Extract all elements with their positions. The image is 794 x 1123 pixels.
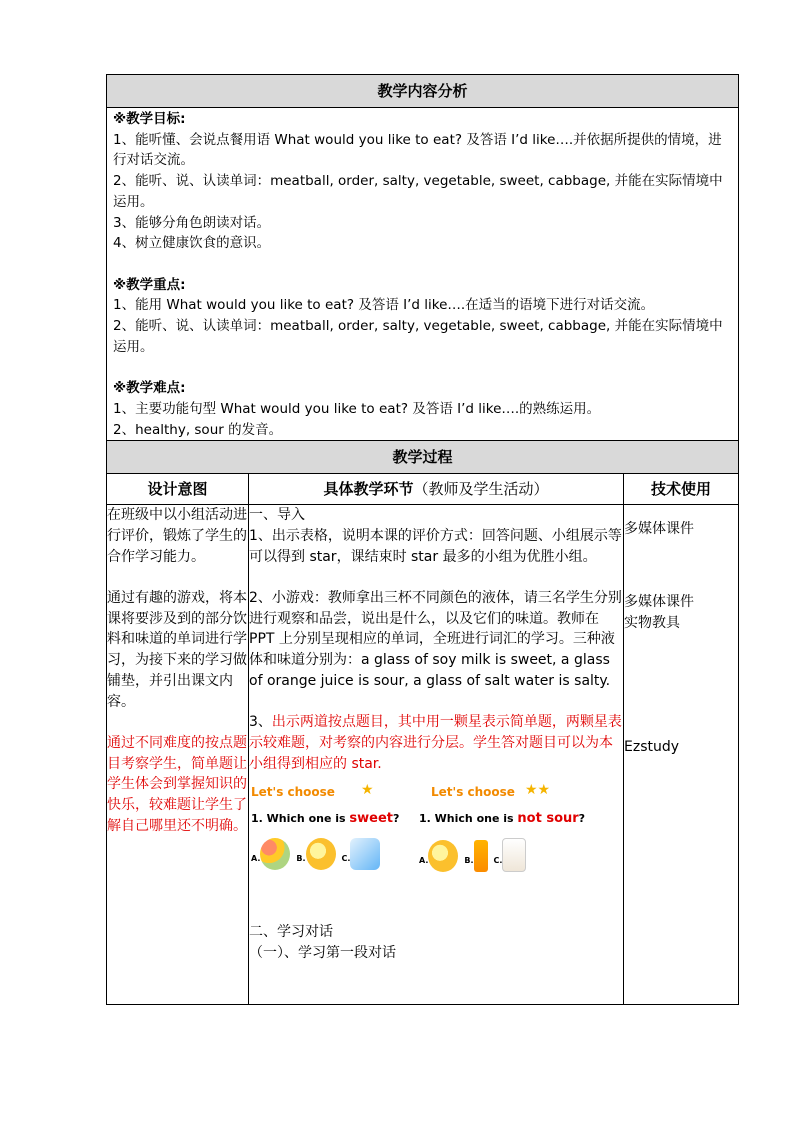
analysis-header: 教学内容分析 — [107, 75, 739, 108]
tech-cell — [624, 505, 739, 1005]
process-header: 教学过程 — [107, 441, 739, 474]
tech-item: 多媒体课件 — [624, 521, 694, 538]
quiz-option: C. — [494, 838, 527, 872]
stars-icon: ★★ — [525, 782, 551, 799]
difficult-item: 1、主要功能句型 What would you like to eat? 及答语 I’d like….的熟练运用。 — [113, 400, 601, 417]
lemon-image — [428, 840, 458, 872]
quiz-question: 1. Which one is sweet? — [251, 811, 400, 827]
col-header-intent: 设计意图 — [107, 474, 249, 505]
goal-item: 4、树立健康饮食的意识。 — [113, 235, 271, 252]
quiz-options — [251, 838, 401, 870]
milk-image — [502, 838, 526, 872]
quiz-lets-choose: Let's choose — [431, 785, 515, 800]
steps-cell — [249, 505, 624, 1005]
tech-item: 实物教具 — [624, 614, 680, 631]
difficult-item: 2、healthy, sour 的发音。 — [113, 421, 283, 438]
intent-text: 在班级中以小组活动进行评价，锻炼了学生的合作学习能力。 — [107, 507, 247, 565]
difficult-title: ※教学难点: — [113, 380, 186, 397]
intent-text: 通过不同难度的按点题目考察学生，简单题让学生体会到掌握知识的快乐，较难题让学生了解自己哪里还不明确。 — [107, 734, 247, 834]
step1-item-prefix: 3、 — [249, 714, 272, 731]
quiz-options — [419, 838, 569, 872]
step2-item: （一）、学习第一段对话 — [249, 945, 396, 962]
step1-title: 一、导入 — [249, 507, 305, 524]
star-icon: ★ — [361, 782, 374, 799]
col-header-steps-bold: 具体教学环节 — [323, 480, 414, 499]
quiz-option: A. — [251, 838, 290, 870]
quiz-card — [251, 782, 401, 882]
quiz-option: A. — [419, 840, 458, 872]
step1-item: 2、小游戏：教师拿出三杯不同颜色的液体，请三名学生分别进行观察和品尝，说出是什么，以及它们的味道。教师在 PPT 上分别呈现相应的单词，全班进行词汇的学习。三种液体和味道分别为：a glass of soy milk is sweet, a glass of orange juice is sour, a glass of salt water is salty. — [249, 590, 622, 689]
col-header-tech: 技术使用 — [624, 474, 739, 505]
orange-juice-image — [474, 840, 488, 872]
quiz-question: 1. Which one is not sour? — [419, 811, 586, 827]
goal-item: 3、能够分角色朗读对话。 — [113, 214, 271, 231]
lemon-image — [306, 838, 336, 870]
quiz-images — [251, 782, 623, 882]
tech-item: 多媒体课件 — [624, 593, 694, 610]
quiz-option: B. — [296, 838, 335, 870]
goal-item: 2、能听、说、认读单词：meatball, order, salty, vegetable, sweet, cabbage, 并能在实际情境中运用。 — [113, 173, 723, 210]
ice-water-image — [350, 838, 380, 870]
lesson-table — [106, 74, 739, 1005]
candy-image — [260, 838, 290, 870]
quiz-card — [419, 782, 586, 882]
key-title: ※教学重点: — [113, 276, 186, 293]
intent-text: 通过有趣的游戏，将本课将要涉及到的部分饮料和味道的单词进行学习，为接下来的学习做铺垫，并引出课文内容。 — [107, 590, 247, 710]
col-header-steps — [249, 474, 624, 505]
quiz-option: B. — [464, 840, 487, 872]
document-page — [106, 74, 738, 1005]
key-item: 2、能听、说、认读单词：meatball, order, salty, vegetable, sweet, cabbage, 并能在实际情境中运用。 — [113, 318, 723, 355]
quiz-option: C. — [342, 838, 381, 870]
step1-item-red: 出示两道按点题目，其中用一颗星表示简单题，两颗星表示较难题，对考察的内容进行分层。学生答对题目可以为本小组得到相应的 star. — [249, 714, 622, 772]
key-item: 1、能用 What would you like to eat? 及答语 I’d like….在适当的语境下进行对话交流。 — [113, 297, 655, 314]
col-header-steps-note: （教师及学生活动） — [413, 480, 549, 499]
quiz-lets-choose: Let's choose — [251, 785, 335, 800]
analysis-content — [107, 108, 739, 441]
goal-item: 1、能听懂、会说点餐用语 What would you like to eat? 及答语 I’d like….并依据所提供的情境，进行对话交流。 — [113, 131, 722, 169]
goals-title: ※教学目标: — [113, 111, 186, 127]
step1-item — [249, 712, 623, 774]
tech-item: Ezstudy — [624, 739, 680, 756]
intent-cell — [107, 505, 249, 1005]
step2-title: 二、学习对话 — [249, 924, 333, 941]
step1-item: 1、出示表格，说明本课的评价方式：回答问题、小组展示等可以得到 star，课结束时 star 最多的小组为优胜小组。 — [249, 527, 622, 565]
